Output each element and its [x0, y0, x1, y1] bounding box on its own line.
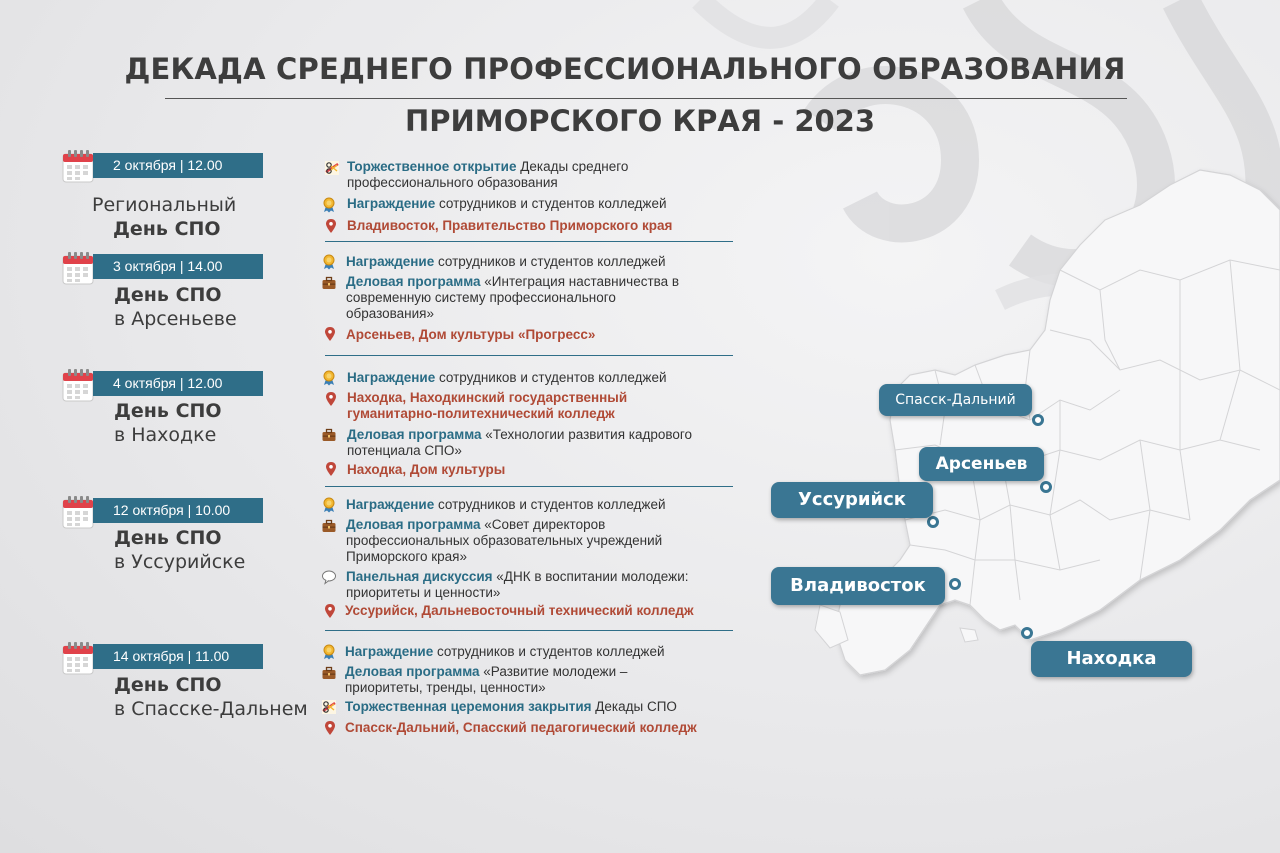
medal-icon — [321, 197, 337, 213]
date-badge: 3 октября | 14.00 — [93, 254, 263, 279]
page-title-line2: ПРИМОРСКОГО КРАЯ - 2023 — [404, 104, 876, 138]
event-item: Награждение сотрудников и студентов колледжей — [346, 254, 666, 269]
event-item: Панельная дискуссия «ДНК в воспитании молодежи: приоритеты и ценности» — [346, 569, 689, 600]
event-item: Торжественная церемония закрытия Декады СПО — [345, 699, 677, 714]
day-title-line2: День СПО — [113, 218, 221, 240]
section-divider — [325, 630, 733, 631]
medal-icon — [321, 497, 337, 513]
event-location: Арсеньев, Дом культуры «Прогресс» — [346, 327, 596, 342]
ribbon-cutting-icon — [321, 699, 337, 715]
event-item: Награждение сотрудников и студентов колледжей — [346, 497, 666, 512]
event-location: Находка, Находкинский государственный гуманитарно-политехнический колледж — [347, 390, 628, 421]
title-divider — [165, 98, 1127, 99]
day-title-line2: в Арсеньеве — [114, 308, 237, 330]
event-item: Деловая программа «Развитие молодежи – приоритеты, тренды, ценности» — [345, 664, 628, 695]
event-location: Находка, Дом культуры — [347, 462, 506, 477]
event-item: Награждение сотрудников и студентов колледжей — [345, 644, 665, 659]
day-title-line2: в Находке — [114, 424, 217, 446]
date-badge: 12 октября | 10.00 — [93, 498, 263, 523]
city-marker-spassk — [1032, 414, 1044, 426]
city-label-nakhodka: Находка — [1031, 641, 1192, 677]
location-pin-icon — [323, 391, 339, 407]
medal-icon — [321, 254, 337, 270]
day-title — [114, 526, 245, 574]
day-title-line2: в Спасске-Дальнем — [114, 698, 308, 720]
medal-icon — [321, 644, 337, 660]
day-title — [114, 673, 308, 721]
city-marker-ussuriysk — [927, 516, 939, 528]
event-item: Деловая программа «Совет директоров профессиональных образовательных учреждений Приморского края» — [346, 517, 663, 564]
location-pin-icon — [323, 218, 339, 234]
city-label-vladivostok: Владивосток — [771, 567, 945, 605]
briefcase-icon — [321, 427, 337, 443]
day-title — [114, 399, 222, 447]
date-badge: 14 октября | 11.00 — [93, 644, 263, 669]
section-divider — [325, 355, 733, 356]
city-label-ussuriysk: Уссурийск — [771, 482, 933, 518]
event-item: Награждение сотрудников и студентов колледжей — [347, 370, 667, 385]
page-title-line1: ДЕКАДА СРЕДНЕГО ПРОФЕССИОНАЛЬНОГО ОБРАЗОВАНИЯ — [124, 52, 1126, 86]
calendar-icon — [61, 640, 97, 676]
day-title-line1: День СПО — [114, 284, 222, 306]
event-item: Торжественное открытие Декады среднего профессионального образования — [347, 159, 629, 190]
city-marker-vladivostok — [949, 578, 961, 590]
day-title — [92, 193, 292, 241]
date-badge: 4 октября | 12.00 — [93, 371, 263, 396]
location-pin-icon — [322, 326, 338, 342]
ribbon-cutting-icon — [324, 160, 340, 176]
day-title-line1: День СПО — [114, 527, 222, 549]
primorye-map — [760, 150, 1280, 710]
medal-icon — [321, 370, 337, 386]
event-location: Владивосток, Правительство Приморского края — [347, 218, 673, 233]
event-location: Уссурийск, Дальневосточный технический колледж — [345, 603, 694, 618]
speech-bubble-icon — [321, 569, 337, 585]
city-label-arsenyev: Арсеньев — [919, 447, 1044, 481]
event-location: Спасск-Дальний, Спасский педагогический колледж — [345, 720, 697, 735]
calendar-icon — [61, 367, 97, 403]
event-item: Деловая программа «Технологии развития кадрового потенциала СПО» — [347, 427, 693, 458]
day-title — [114, 283, 237, 331]
briefcase-icon — [321, 665, 337, 681]
location-pin-icon — [323, 461, 339, 477]
date-badge: 2 октября | 12.00 — [93, 153, 263, 178]
section-divider — [325, 486, 733, 487]
calendar-icon — [61, 250, 97, 286]
section-divider — [325, 241, 733, 242]
day-title-line1: Региональный — [92, 194, 237, 216]
location-pin-icon — [322, 603, 338, 619]
day-title-line2: в Уссурийске — [114, 551, 246, 573]
city-label-spassk-dalny: Спасск-Дальний — [879, 384, 1032, 416]
day-title-line1: День СПО — [114, 400, 222, 422]
calendar-icon — [61, 148, 97, 184]
city-marker-arsenyev — [1040, 481, 1052, 493]
calendar-icon — [61, 494, 97, 530]
location-pin-icon — [322, 720, 338, 736]
briefcase-icon — [321, 518, 337, 534]
event-item: Деловая программа «Интеграция наставничества в современную систему профессионального образования» — [346, 274, 680, 321]
event-item: Награждение сотрудников и студентов колледжей — [347, 196, 667, 211]
day-title-line1: День СПО — [114, 674, 222, 696]
city-marker-nakhodka — [1021, 627, 1033, 639]
briefcase-icon — [321, 275, 337, 291]
